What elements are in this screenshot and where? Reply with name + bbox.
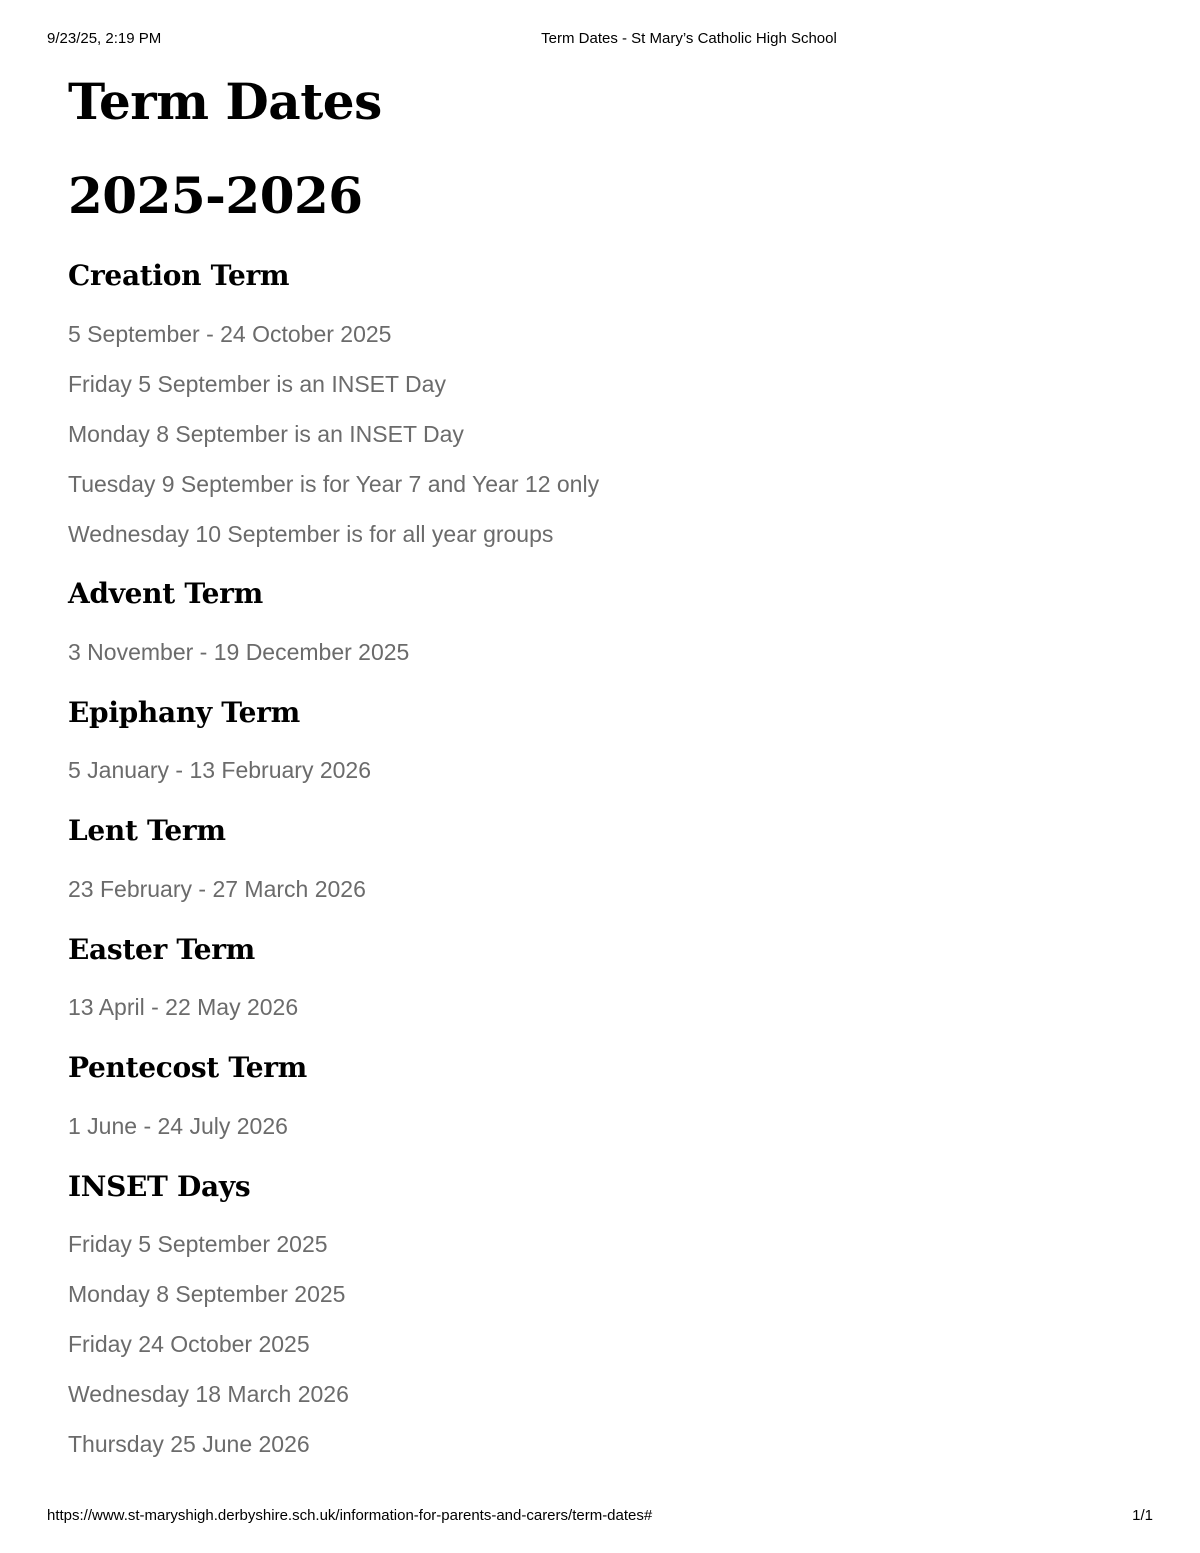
term-line: 5 September - 24 October 2025 (68, 321, 392, 347)
term-heading-inset-days: INSET Days (68, 1170, 251, 1203)
inset-day-item: Wednesday 18 March 2026 (68, 1381, 349, 1407)
print-url: https://www.st-maryshigh.derbyshire.sch.uk/information-for-parents-and-carers/term-dates# (47, 1507, 653, 1524)
term-line: 5 January - 13 February 2026 (68, 757, 372, 783)
print-page-number: 1/1 (1132, 1507, 1153, 1524)
print-datetime: 9/23/25, 2:19 PM (47, 30, 162, 47)
page-title: Term Dates (68, 72, 382, 131)
inset-day-item: Thursday 25 June 2026 (68, 1431, 310, 1457)
inset-day-item: Monday 8 September 2025 (68, 1281, 346, 1307)
term-heading-creation: Creation Term (68, 259, 290, 292)
inset-day-item: Friday 24 October 2025 (68, 1331, 310, 1357)
term-heading-advent: Advent Term (68, 577, 263, 610)
term-line: 23 February - 27 March 2026 (68, 876, 366, 902)
term-line: Wednesday 10 September is for all year groups (68, 521, 554, 547)
term-heading-lent: Lent Term (68, 814, 226, 847)
inset-day-item: Friday 5 September 2025 (68, 1231, 328, 1257)
term-line: Friday 5 September is an INSET Day (68, 371, 446, 397)
academic-year-heading: 2025-2026 (68, 166, 363, 225)
term-heading-easter: Easter Term (68, 933, 256, 966)
term-heading-epiphany: Epiphany Term (68, 696, 300, 729)
term-line: Monday 8 September is an INSET Day (68, 421, 464, 447)
term-heading-pentecost: Pentecost Term (68, 1051, 308, 1084)
term-line: 1 June - 24 July 2026 (68, 1113, 288, 1139)
term-line: 13 April - 22 May 2026 (68, 994, 299, 1020)
term-line: Tuesday 9 September is for Year 7 and Year 12 only (68, 471, 600, 497)
term-line: 3 November - 19 December 2025 (68, 639, 410, 665)
print-document-title: Term Dates - St Mary’s Catholic High School (541, 30, 837, 47)
